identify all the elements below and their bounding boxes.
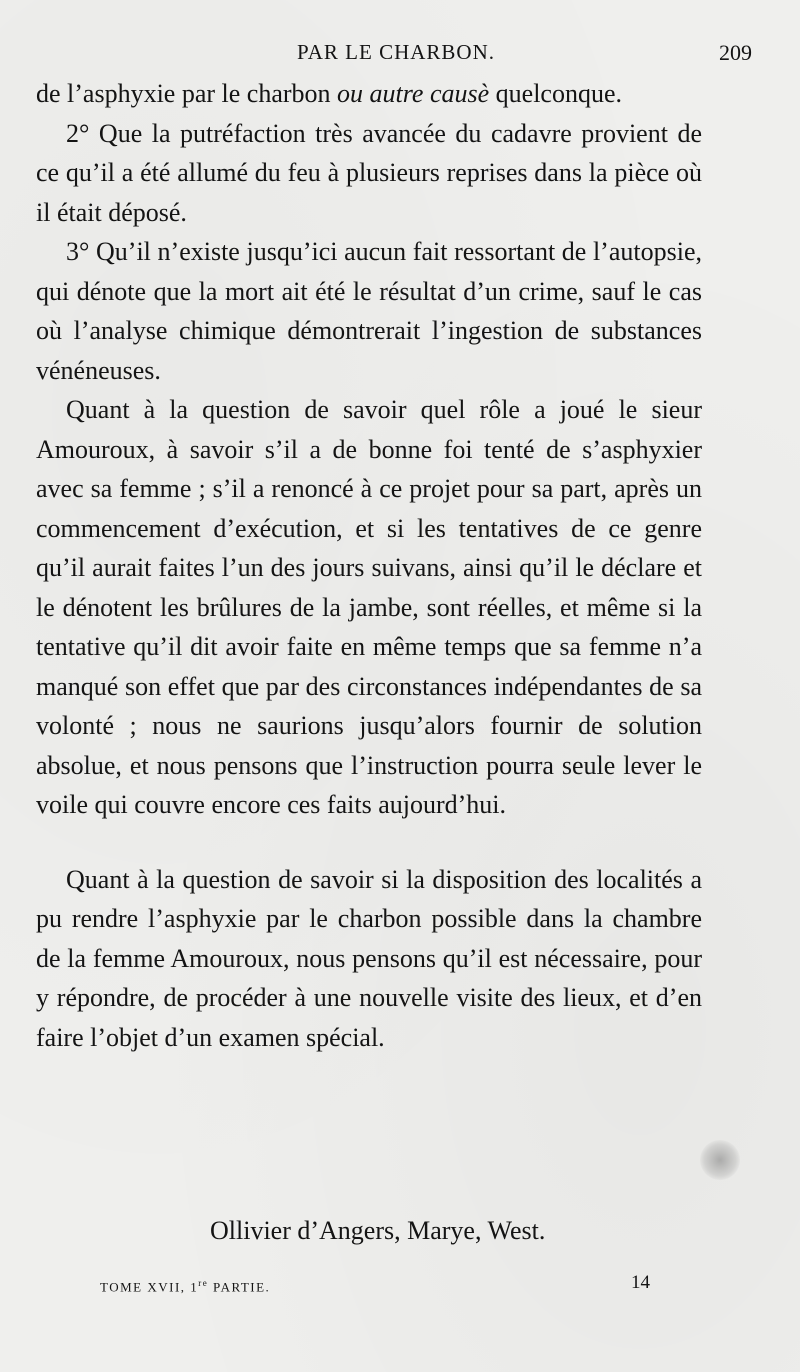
page-footer	[100, 1272, 650, 1296]
signature-mark-prefix: TOME XVII, 1	[100, 1279, 199, 1295]
text-segment: de l’asphyxie par le charbon	[36, 79, 338, 108]
text-segment: 3° Qu’il n’existe jusqu’ici aucun fait ressortant de l’autopsie, qui dénote que la mort ait été le résultat d’un crime, sauf le cas où l’analyse chimique démontrerait l’ingestion de substances vénéneuses.	[36, 237, 702, 385]
paragraph-question-localites	[36, 860, 702, 1058]
gathering-number: 14	[631, 1272, 650, 1293]
signature-mark-suffix: PARTIE.	[208, 1279, 271, 1295]
text-segment: Quant à la question de savoir si la disposition des localités a pu rendre l’asphyxie par le charbon possible dans la chambre de la femme Amouroux, nous pensons qu’il est nécessaire, pour y répondre, de procéder à une nouvelle visite des lieux, et d’en faire l’objet d’un examen spécial.	[36, 864, 702, 1052]
printer-signature-mark	[100, 1278, 270, 1295]
signature-mark-sup: re	[198, 1278, 209, 1288]
paragraph-conclusion-3	[36, 232, 702, 390]
paragraph-conclusion-1	[36, 74, 702, 114]
paragraph-conclusion-2	[36, 114, 702, 233]
page-header	[40, 36, 752, 76]
paragraph-question-amouroux	[36, 390, 702, 825]
running-head: PAR LE CHARBON.	[296, 40, 495, 64]
signatories: Ollivier d’Angers, Marye, West.	[210, 1216, 546, 1245]
paper-stain	[700, 1140, 740, 1180]
text-segment: 2° Que la putréfaction très avancée du cadavre provient de ce qu’il a été allumé du feu à plusieurs reprises dans la pièce où il était déposé.	[36, 118, 702, 227]
text-segment: Quant à la question de savoir quel rôle a joué le sieur Amouroux, à savoir s’il a de bonne foi tenté de s’asphyxier avec sa femme ; s’il a renoncé à ce projet pour sa part, après un commencement d’exécution, et si les tentatives de ce genre qu’il aurait faites l’un des jours suivans, ainsi qu’il le déclare et le dénotent les brûlures de la jambe, sont réelles, et même si la tentative qu’il dit avoir faite en même temps que sa femme n’a manqué son effet que par des circonstances indépendantes de sa volonté ; nous ne saurions jusqu’alors fournir de solution absolue, et nous pensons que l’instruction pourra seule lever le voile qui couvre encore ces faits aujourd’hui.	[36, 395, 702, 819]
text-body	[36, 74, 702, 1057]
page-number: 209	[719, 40, 752, 65]
text-segment-italic: ou autre causè	[337, 79, 490, 108]
text-segment: quelconque.	[489, 79, 623, 108]
